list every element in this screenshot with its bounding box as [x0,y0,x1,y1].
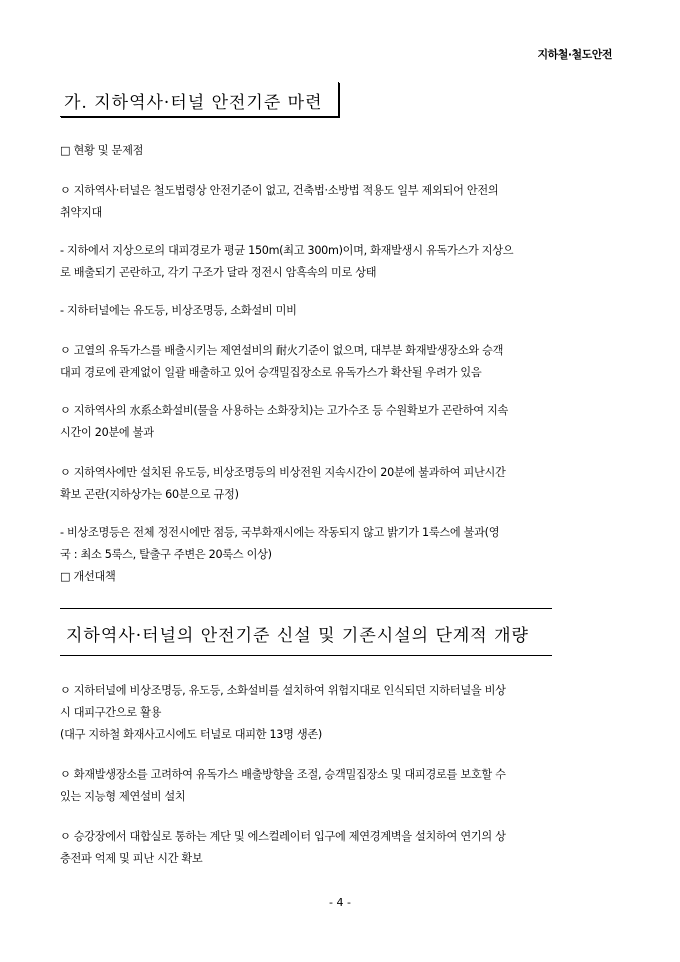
header-category: 지하철·철도안전 [537,48,612,61]
dash-2-line-1: - 지하터널에는 유도등, 비상조명등, 소화설비 미비 [60,304,297,317]
measure-1-line-3: (대구 지하철 화재사고시에도 터널로 대피한 13명 생존) [60,728,322,741]
measure-1-line-2: 시 대피구간으로 활용 [60,706,162,719]
dash-1-line-1: - 지하에서 지상으로의 대피경로가 평균 150m(최고 300m)이며, 화재발생시 유독가스가 지상으 [60,244,514,257]
bullet-1-line-2: 취약지대 [60,206,103,219]
measure-2-line-2: 있는 지능형 제연설비 설치 [60,790,186,803]
measure-3-line-2: 층전파 억제 및 피난 시간 확보 [60,852,203,865]
bullet-2-line-2: 대피 경로에 관계없이 일괄 배출하고 있어 승객밀집장소로 유독가스가 확산될 우려가 있음 [60,366,482,379]
bullet-4-line-1: ㅇ 지하역사에만 설치된 유도등, 비상조명등의 비상전원 지속시간이 20분에 불과하여 피난시간 [60,466,506,479]
bullet-4-line-2: 확보 곤란(지하상가는 60분으로 규정) [60,488,239,501]
dash-1-line-2: 로 배출되기 곤란하고, 각기 구조가 달라 정전시 암흑속의 미로 상태 [60,266,377,279]
plan-heading: □ 개선대책 [60,570,116,583]
status-heading: □ 현황 및 문제점 [60,144,144,157]
measure-3-line-1: ㅇ 승강장에서 대합실로 통하는 계단 및 에스컬레이터 입구에 제연경계벽을 설치하여 연기의 상 [60,830,506,843]
section-1-title: 가. 지하역사·터널 안전기준 마련 [64,93,323,113]
section-1-title-box [60,82,339,117]
measure-2-line-1: ㅇ 화재발생장소를 고려하여 유독가스 배출방향을 조절, 승객밀집장소 및 대피경로를 보호할 수 [60,768,506,781]
bullet-3-line-2: 시간이 20분에 불과 [60,426,154,439]
dash-3-line-2: 국 : 최소 5룩스, 탈출구 주변은 20룩스 이상) [60,548,272,561]
page-number: - 4 - [329,896,351,909]
bullet-2-line-1: ㅇ 고열의 유독가스를 배출시키는 제연설비의 耐火기준이 없으며, 대부분 화재발생장소와 승객 [60,344,504,357]
bullet-1-line-1: ㅇ 지하역사·터널은 철도법령상 안전기준이 없고, 건축법·소방법 적용도 일부 제외되어 안전의 [60,184,499,197]
bullet-3-line-1: ㅇ 지하역사의 水系소화설비(물을 사용하는 소화장치)는 고가수조 등 수원확보가 곤란하여 지속 [60,404,508,417]
section-2-title: 지하역사·터널의 안전기준 신설 및 기존시설의 단계적 개량 [66,626,529,646]
dash-3-line-1: - 비상조명등은 전체 정전시에만 점등, 국부화재시에는 작동되지 않고 밝기가 1룩스에 불과(영 [60,526,500,539]
section-2-title-box [60,608,552,656]
measure-1-line-1: ㅇ 지하터널에 비상조명등, 유도등, 소화설비를 설치하여 위험지대로 인식되던 지하터널을 비상 [60,684,506,697]
